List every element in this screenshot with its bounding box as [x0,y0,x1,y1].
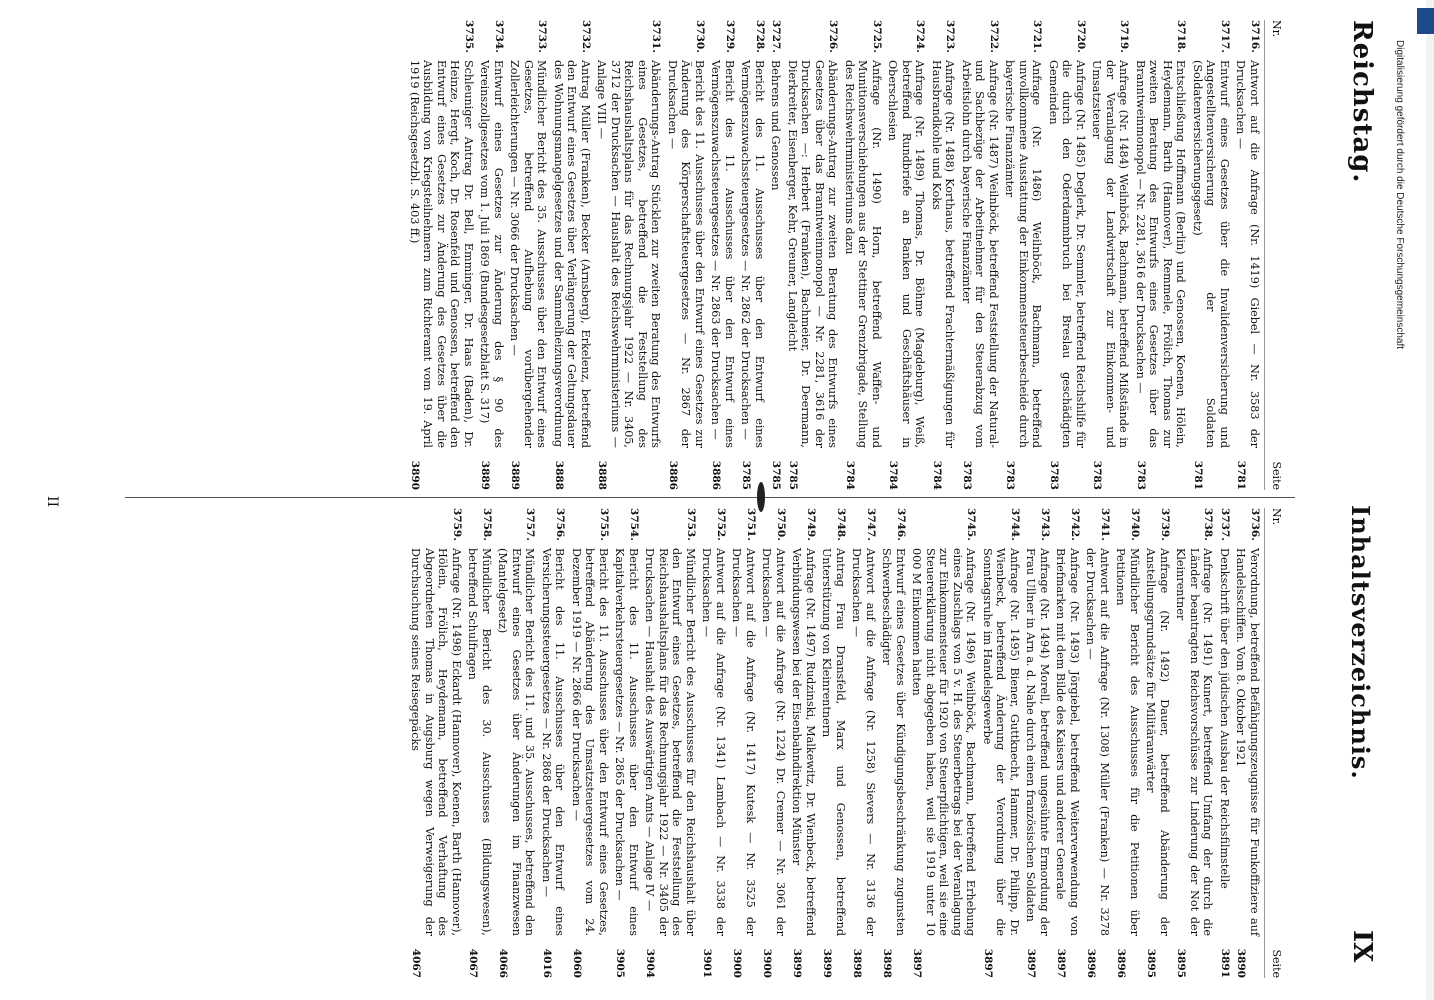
entry-page: 3897 [1055,948,1068,978]
toc-entry [820,508,847,978]
entry-number: 3743. [1039,508,1051,541]
entry-text: Bericht des 11. Ausschusses über den Entwurf eines Vermögenszuwachssteuergesetzes — Nr. 2863 der Drucksachen — [709,60,736,448]
entry-number: 3718. [1175,20,1188,53]
entry-text: Entwurf eines Gesetzes über Kündigungsbeschränkung zugunsten Schwerbeschädigter [880,548,907,936]
entry-text: Mündlicher Bericht des Ausschusses für den Reichshaushalt über den Entwurf eines Gesetzes, betreffend die Feststellung des Reichshaushaltsplans für das Rechnungsjahr 1922 — Nr. 3405 der Drucksachen — Haushalt des Auswärtigen Amts — Anlage IV — [643,548,697,936]
entry-text: Anfrage (Nr. 1489) Thomas, Dr. Böhme (Magdeburg), Weiß, betreffend Rundbriefe an Banken und Geschäftshäuser in Oberschlesien [886,60,927,448]
entry-page: 3890 [1235,948,1248,978]
entry-page: 4060 [571,948,583,978]
entry-text: Abänderungs-Antrag Stücklen zur zweiten Beratung des Entwurfs eines Gesetzes, betreffend die Feststellung des Reichshaushaltsplans für das Rechnungsjahr 1922 — Nr. 3405, 3712 der Drucksachen — Haushalt des Reichswehrministeriums — Anlage VIII — [595,60,663,448]
column-divider [125,497,1295,498]
header-title: Inhaltsverzeichnis. [1346,505,1375,780]
toc-entry [1174,508,1215,978]
entry-text: Antwort auf die Anfrage (Nr. 1308) Müller (Franken) — Nr. 3278 der Drucksachen — [1084,548,1111,936]
entry-page: 3905 [614,948,627,978]
entry-number: 3717. [1219,20,1231,53]
entry-page: 3783 [1048,460,1060,490]
toc-entry [466,508,493,978]
entry-page: 3899 [821,948,834,978]
entry-text: Antwort auf die Anfrage (Nr. 1258) Sievers — Nr. 3136 der Drucksachen — [850,548,877,936]
entry-page: 3897 [982,948,994,978]
seite-label: Seite [1270,461,1283,490]
entry-text: Bericht des 11. Ausschusses über den Entwurf eines Gesetzes zur Änderung des Körperschaftsteuergesetzes — Nr. 2867 der Drucksachen — [666,60,706,448]
entry-text: Antwort auf die Anfrage (Nr. 1224) Dr. Cremer — Nr. 3061 der Drucksachen — [760,548,787,936]
entry-text: Verordnung, betreffend Befähigungszeugnisse für Funkoffiziere auf Handelsschiffen. Vom 8. Oktober 1921 [1234,548,1261,936]
entry-page: 3900 [761,948,774,978]
toc-entry [552,20,593,490]
entry-page: 3899 [791,948,804,978]
nr-label: Nr. [1270,20,1283,38]
entry-page: 3900 [731,948,744,978]
entry-number: 3729. [724,20,736,53]
toc-entry [409,508,463,978]
entry-text: Entwurf eines Gesetzes über die Invalidenversicherung und Angestelltenversicherung der Soldaten (Soldatenversicherungsgesetz) [1191,60,1231,448]
entry-page: 4016 [541,948,553,978]
entry-page: 3890 [409,460,421,490]
entry-number: 3755. [598,508,610,541]
dfg-logo [1417,8,1434,34]
entry-page: 3783 [1004,460,1017,490]
toc-entry [595,20,663,490]
entry-number: 3738. [1202,508,1215,541]
right-entry-list [409,508,1261,978]
entry-page: 3783 [1091,460,1104,490]
entry-number: 3747. [865,508,877,541]
entry-text: Behrens und Genossen [769,60,783,191]
toc-entry [1003,20,1044,490]
toc-entry [613,508,640,978]
entry-text: Anfrage (Nr. 1495) Biener, Guttknecht, Hammer, Dr. Philipp, Dr. Wienbeck, betreffend Änderung der Verordnung über die Sonntagsruhe im Handelsgewerbe [981,548,1021,936]
entry-text: Bericht des 11. Ausschusses über den Entwurf eines Gesetzes, betreffend Abänderung des Umsatzsteuergesetzes vom 24. Dezember 1919 — Nr. 2866 der Drucksachen — [570,548,610,936]
header-reichstag: Reichstag. [1347,20,1377,184]
toc-entry [508,20,549,490]
toc-entry [540,508,567,978]
entry-text: Mündlicher Bericht des 30. Ausschusses (Bildungswesen), betreffend Schulfragen [466,548,493,936]
entry-number: 3749. [805,508,817,541]
entry-page: 3891 [1219,948,1231,978]
entry-text: Anfrage (Nr. 1492) Dauer, betreffend Abänderung der Anstellungsgrundsätze für Militäranwärter [1144,548,1171,936]
entry-page: 3895 [1145,948,1158,978]
entry-page: 3783 [1135,460,1147,490]
entry-number: 3748. [835,508,847,541]
entry-page: 3784 [844,460,856,490]
entry-number: 3730. [694,20,706,53]
entry-page: 3897 [911,948,924,978]
toc-entry [880,508,907,978]
entry-text: Anfrage (Nr. 1494) Morell, betreffend ungesühnte Ermordung der Frau Ullner in Arn a. d. Nahe durch einen französischen Soldaten [1024,548,1051,936]
toc-entry [1054,508,1081,978]
toc-entry [1218,508,1232,978]
entry-page: 3785 [740,460,753,490]
entry-number: 3726. [827,20,840,53]
toc-entry [1234,508,1261,978]
entry-text: Bericht des 11. Ausschusses über den Entwurf eines Vermögenszuwachssteuergesetzes — Nr. 2862 der Drucksachen — [739,60,766,448]
toc-entry [730,508,757,978]
right-column-head [1264,508,1287,978]
entry-text: Abänderungs-Antrag zur zweiten Beratung des Entwurfs eines Gesetzes über das Branntweinmonopol — Nr. 2281, 3616 der Drucksachen —: Herbert (Franken), Bachmeier, Dr. Deermann, Dierkreiter, Eisenberger, Kehr, Greuner, Langleicht [786,60,840,448]
toc-entry [643,508,697,978]
toc-entry [1234,20,1261,490]
entry-number: 3728. [754,20,766,53]
entry-number: 3723. [944,20,957,53]
nr-label: Nr. [1270,508,1283,526]
entry-text: Bericht des 11. Ausschusses über den Entwurf eines Kapitalverkehrsteuergesetzes — Nr. 2865 der Drucksachen — [613,548,640,936]
toc-entry [960,20,1001,490]
toc-entry [1144,508,1171,978]
entry-page: 3888 [553,460,565,490]
entry-text: Anfrage (Nr. 1485) Deglerk, Dr. Semmler, betreffend Reichshilfe für die durch den Oderdammbruch bei Breslau geschädigten Gemeinden [1047,60,1087,448]
entry-text: Entwurf eines Gesetzes zur Änderung des § 90 des Vereinszollgesetzes vom 1. Juli 1869 (Bundesgesetzblatt S. 317) [478,60,505,448]
signature-mark: II [44,496,60,508]
toc-entry [1084,508,1111,978]
entry-text: Anfrage (Nr. 1496) Weilnböck, Bachmann, betreffend Erhebung eines Zuschlags von 5 v. H. des Steuerbetrags bei der Veranlagung zur Einkommensteuer für 1920 von Steuerpflichtigen, weil sie eine Steuererklärung nicht abgegeben haben, weil sie 1919 unter 10 000 M Einkommen hatten [910,548,978,936]
entry-text: Anfrage (Nr. 1491) Kunert, betreffend Umfang der durch die Länder beantragten Reichsvorschüsse zur Linderung der Not der Kleinrentner [1174,548,1215,936]
entry-text: Anfrage (Nr. 1488) Korthaus, betreffend Frachtermäßigungen für Hausbrandkohle und Koks [930,60,957,448]
entry-text: Anfrage (Nr. 1497) Rudzinski, Malkewitz, Dr. Wienbeck, betreffend Verbindungswesen bei der Eisenbahndirektion Münster [790,548,817,936]
toc-entry [910,508,978,978]
entry-number: 3756. [554,508,567,541]
entry-text: Anfrage (Nr. 1486) Weilnböck, Bachmann, betreffend unvollkommene Ausstattung der Einkommensteuerbescheide durch bayerische Finanzämter [1003,60,1044,448]
entry-page: 3897 [1025,948,1038,978]
entry-page: 3895 [1175,948,1188,978]
entry-page: 3886 [667,460,679,490]
entry-page: 3901 [701,948,714,978]
rotated-page [5,0,1405,1000]
toc-entry [1134,20,1188,490]
entry-number: 3732. [580,20,592,53]
entry-text: Antrag Müller (Franken), Becker (Arnsberg), Erkelenz, betreffend den Entwurf eines Gesetzes über Verlängerung der Geltungsdauer des Wohnungsmangelgesetzes und der Sammelheizungsverordnung [552,60,592,448]
toc-entry [769,20,783,490]
entry-page: 3886 [710,460,723,490]
entry-page: 3785 [770,460,783,490]
entry-number: 3735. [463,20,475,53]
entry-page: 3904 [644,948,657,978]
entry-number: 3727. [770,20,783,53]
entry-text: Anfrage (Nr. 1490) Horn, betreffend Waffen- und Munitionsverschiebungen aus der Stettiner Grenzbrigade, Stellung des Reichswehrministeriums dazu [843,60,883,448]
entry-number: 3751. [745,508,757,541]
toc-entry [1191,20,1232,490]
entry-text: Anfrage (Nr. 1484) Weilnböck, Bachmann, betreffend Mißstände in der Veranlagung der Landwirtschaft zur Einkommen- und Umsatzsteuer [1090,60,1131,448]
left-entry-list [408,20,1262,490]
entry-text: Entschließung Hoffmann (Berlin) und Genossen, Koenen, Hölein, Heydemann, Barth (Hannover), Remmele, Frölich, Thomas zur zweiten Beratung des Entwurfs eines Gesetzes über das Branntweinmonopol — Nr. 2281, 3616 der Drucksachen — [1134,60,1188,448]
entry-number: 3736. [1249,508,1261,541]
entry-page: 3784 [887,460,900,490]
entry-number: 3740. [1129,508,1141,541]
seite-label: Seite [1270,949,1283,978]
toc-entry [1114,508,1141,978]
entry-text: Mündlicher Bericht des Ausschusses für die Petitionen über Petitionen [1114,548,1141,936]
left-column [127,20,1287,490]
entry-page: 3784 [931,460,943,490]
toc-entry [478,20,505,490]
entry-number: 3750. [775,508,787,541]
entry-page: 3896 [1115,948,1128,978]
toc-entry [666,20,707,490]
entry-page: 3785 [787,460,799,490]
toc-entry [1024,508,1051,978]
entry-text: Bericht des 11. Ausschusses über den Entwurf eines Versicherungssteuergesetzes — Nr. 2868 der Drucksachen — [540,548,567,936]
entry-number: 3754. [628,508,640,541]
toc-entry [700,508,727,978]
entry-number: 3737. [1219,508,1231,541]
toc-entry [1047,20,1088,490]
toc-entry [850,508,877,978]
entry-text: Anfrage (Nr. 1487) Weilnböck, betreffend Feststellung der Natural- und Sachbezüge der Arbeitnehmer für den Steuerabzug vom Arbeitslohn durch bayerische Finanzämter [960,60,1000,448]
entry-number: 3757. [524,508,537,541]
right-column [127,508,1287,978]
entry-page: 3889 [509,460,522,490]
entry-number: 3741. [1099,508,1111,541]
entry-page: 3888 [596,460,609,490]
entry-number: 3724. [914,20,927,53]
toc-entry [930,20,957,490]
toc-entry [786,20,840,490]
toc-entry [570,508,611,978]
toc-entry [760,508,787,978]
dfg-credit-text: Digitalisierung gefördert durch die Deutsche Forschungsgemeinschaft [1394,40,1405,350]
entry-number: 3742. [1069,508,1081,541]
left-column-head [1264,20,1287,490]
toc-entry [843,20,884,490]
entry-page: 3783 [961,460,973,490]
entry-text: Antwort auf die Anfrage (Nr. 1419) Giebel — Nr. 3583 der Drucksachen — [1234,60,1261,448]
entry-number: 3753. [685,508,697,541]
toc-entry [981,508,1022,978]
entry-number: 3725. [871,20,883,53]
toc-entry [739,20,766,490]
toc-entry [496,508,537,978]
entry-page: 4066 [497,948,510,978]
entry-text: Antwort auf die Anfrage (Nr. 1341) Lambach — Nr. 3338 der Drucksachen — [700,548,727,936]
entry-text: Anfrage (Nr. 1498) Eckardt (Hannover), Koenen, Barth (Hannover), Hölein, Frölich, Heydemann, betreffend Verhaftung des Abgeordneten Thomas in Augsburg wegen Verweigerung der Durchsuchung seines Reisegepäcks [409,548,463,936]
entry-number: 3721. [1031,20,1044,53]
entry-text: Antrag Frau Dransfeld, Marx und Genossen, betreffend Unterstützung von Kleinrentnern [820,548,847,936]
entry-number: 3759. [451,508,463,541]
entry-number: 3731. [650,20,663,53]
entry-text: Mündlicher Bericht des 35. Ausschusses über den Entwurf eines Gesetzes, betreffend Aufhebung vorübergehender Zollerleichterungen — Nr. 3066 der Drucksachen — [508,60,549,448]
entry-text: Antwort auf die Anfrage (Nr. 1417) Kutesk — Nr. 3525 der Drucksachen — [730,548,757,936]
entry-page: 3781 [1192,460,1204,490]
entry-number: 3758. [481,508,493,541]
toc-entry [790,508,817,978]
entry-text: Anfrage (Nr. 1493) Jörgiebel, betreffend Weiterverwendung von Briefmarken mit dem Bilde des Kaisers und anderer Generale [1054,548,1081,936]
entry-number: 3752. [715,508,727,541]
entry-number: 3745. [965,508,978,541]
entry-number: 3746. [895,508,907,541]
entry-number: 3716. [1249,20,1261,53]
entry-number: 3739. [1159,508,1171,541]
entry-page: 4067 [410,948,423,978]
entry-number: 3719. [1118,20,1131,53]
toc-entry [408,20,476,490]
entry-page: 3781 [1235,460,1248,490]
entry-number: 3722. [988,20,1000,53]
entry-text: Schleuniger Antrag Dr. Bell, Emminger, Dr. Haas (Baden), Dr. Heinze, Hergt, Koch, Dr. Rosenfeld und Genossen, betreffend den Entwurf eines Gesetzes zur Änderung des Gesetzes über die Ausbildung von Kriegsteilnehmern zum Richteramt vom 19. April 1919 (Reichsgesetzbl. S. 403 ff.) [408,60,475,448]
entry-page: 3898 [881,948,894,978]
entry-page: 3898 [851,948,864,978]
dfg-credit [1394,40,1434,980]
entry-number: 3733. [536,20,549,53]
entry-page: 4067 [467,948,480,978]
entry-page: 3896 [1085,948,1098,978]
entry-number: 3734. [493,20,505,53]
entry-page: 3889 [479,460,492,490]
entry-text: Mündlicher Bericht des 11. und 35. Ausschusses, betreffend den Entwurf eines Gesetzes über Änderungen im Finanzwesen (Mantelgesetz) [496,548,537,936]
header-page-number: IX [1347,930,1377,963]
entry-text: Denkschrift über den jüdischen Ausbau der Reichsfilmstelle [1218,548,1231,889]
toc-entry [709,20,736,490]
toc-entry [886,20,927,490]
entry-number: 3744. [1009,508,1021,541]
entry-number: 3720. [1075,20,1087,53]
toc-entry [1090,20,1131,490]
